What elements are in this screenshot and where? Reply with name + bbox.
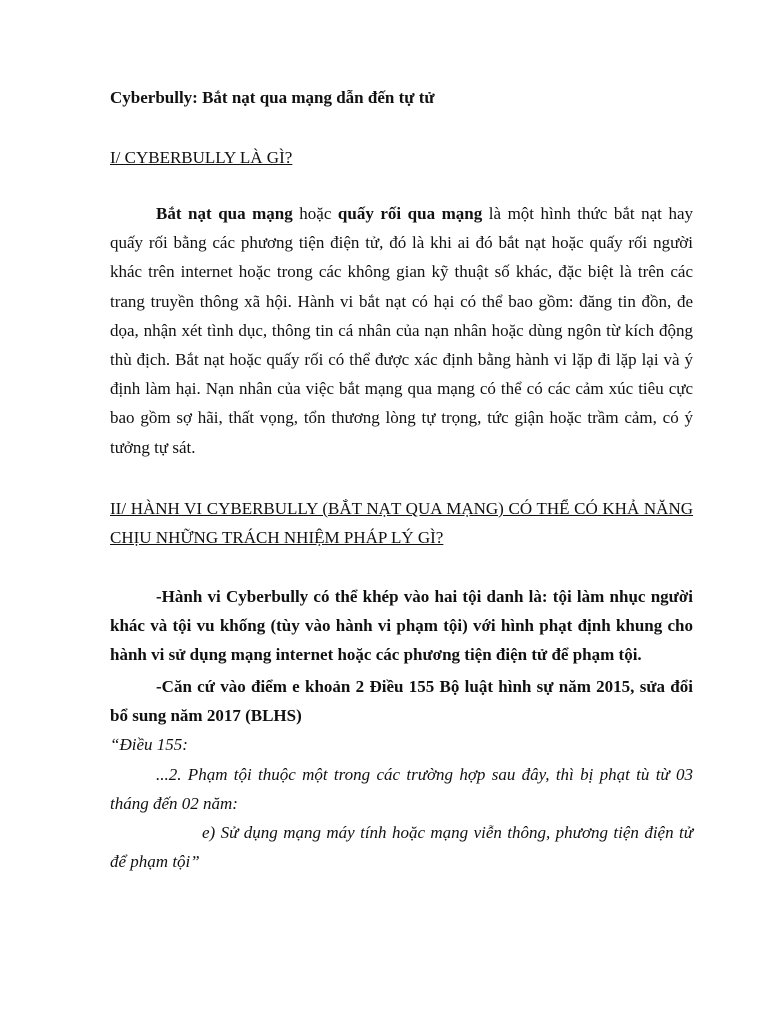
term-cyberbullying: Bắt nạt qua mạng xyxy=(156,204,293,223)
offenses-text: -Hành vi Cyberbully có thể khép vào hai tội danh là: tội làm nhục người khác và tội vu khống (tùy vào hành vi phạm tội) với hình phạt định khung cho hành vi sử dụng mạng internet hoặc các phương tiện điện tử để phạm tội. xyxy=(110,587,693,664)
paragraph-conjunction: hoặc xyxy=(292,204,338,223)
quote-clause-2: ...2. Phạm tội thuộc một trong các trường hợp sau đây, thì bị phạt tù từ 03 tháng đến 02 năm: xyxy=(110,765,693,813)
section-2-heading: II/ HÀNH VI CYBERBULLY (BẮT NẠT QUA MẠNG) CÓ THỂ CÓ KHẢ NĂNG CHỊU NHỮNG TRÁCH NHIỆM PHÁP LÝ GÌ? xyxy=(110,499,693,547)
quote-point-e: e) Sử dụng mạng máy tính hoặc mạng viễn thông, phương tiện điện tử để phạm tội” xyxy=(110,823,693,871)
term-cyber-harassment: quấy rối qua mạng xyxy=(337,204,483,223)
paragraph-body: là một hình thức bắt nạt hay quấy rối bằng các phương tiện điện tử, đó là khi ai đó bắt nạt hoặc quấy rối người khác trên internet hoặc trong các không gian kỹ thuật số khác, đặc biệt là trên các trang truyền thông xã hội. Hành vi bắt nạt có hại có thể bao gồm: đăng tin đồn, đe dọa, nhận xét tình dục, thông tin cá nhân của nạn nhân hoặc dùng ngôn từ kích động thù địch. Bắt nạt hoặc quấy rối có thể được xác định bằng hành vi lặp đi lặp lại và ý định làm hại. Nạn nhân của việc bắt mạng qua mạng có thể có các cảm xúc tiêu cực bao gồm sợ hãi, thất vọng, tổn thương lòng tự trọng, tức giận hoặc trầm cảm, có ý tưởng tự sát. xyxy=(110,204,693,457)
quote-article-title: “Điều 155: xyxy=(110,735,188,754)
section-1-paragraph xyxy=(110,199,693,462)
document-title: Cyberbully: Bắt nạt qua mạng dẫn đến tự tử xyxy=(110,88,435,107)
section-2-paragraph-offenses xyxy=(110,582,693,669)
section-1-heading: I/ CYBERBULLY LÀ GÌ? xyxy=(110,148,293,167)
section-2-paragraph-legal-basis: -Căn cứ vào điểm e khoản 2 Điều 155 Bộ luật hình sự năm 2015, sửa đổi bổ sung năm 2017 (BLHS) xyxy=(110,677,693,725)
